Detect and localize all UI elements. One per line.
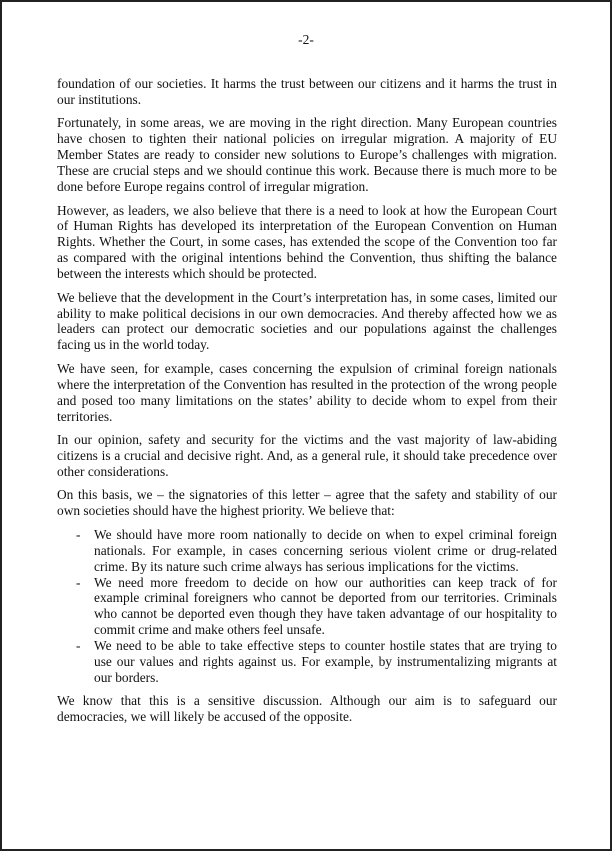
paragraph: We believe that the development in the Court’s interpretation has, in some cases, limited our ability to make political decisions in our own democracies. And thereby affected how we as leaders can protect our democratic societies and our populations against the challenges facing us in the world today. xyxy=(57,289,557,353)
bullet-list xyxy=(57,527,557,686)
list-item xyxy=(57,575,557,639)
closing-paragraph: We know that this is a sensitive discussion. Although our aim is to safeguard our democracies, we will likely be accused of the opposite. xyxy=(57,693,557,725)
letter-body xyxy=(57,76,557,733)
paragraph: foundation of our societies. It harms the trust between our citizens and it harms the trust in our institutions. xyxy=(57,76,557,107)
paragraph: Fortunately, in some areas, we are moving in the right direction. Many European countries have chosen to tighten their national policies on irregular migration. A majority of EU Member States are ready to consider new solutions to Europe’s challenges with migration. These are crucial steps and we should continue this work. Because there is much more to be done before Europe regains control of irregular migration. xyxy=(57,115,557,195)
bullet-text: We should have more room nationally to decide on when to expel criminal foreign nationals. For example, in cases concerning serious violent crime or drug-related crime. By its nature such crime always has serious implications for the victims. xyxy=(94,526,557,574)
list-item xyxy=(57,527,557,575)
paragraph: However, as leaders, we also believe that there is a need to look at how the European Court of Human Rights has developed its interpretation of the European Convention on Human Rights. Whether the Court, in some cases, has extended the scope of the Convention too far as compared with the original intentions behind the Convention, thus shifting the balance between the interests which should be protected. xyxy=(57,202,557,282)
bullet-dash: - xyxy=(76,574,81,590)
bullet-dash: - xyxy=(76,638,81,654)
page-number: -2- xyxy=(298,32,314,47)
bullet-text: We need more freedom to decide on how our authorities can keep track of for example criminal foreigners who cannot be deported from our territories. Criminals who cannot be deported even though they have taken advantage of our hospitality to commit crime and make others feel unsafe. xyxy=(94,574,557,638)
paragraph: In our opinion, safety and security for the victims and the vast majority of law-abiding citizens is a crucial and decisive right. And, as a general rule, it should take precedence over other considerations. xyxy=(57,432,557,479)
bullet-dash: - xyxy=(76,526,81,542)
bullet-text: We need to be able to take effective steps to counter hostile states that are trying to use our values and rights against us. For example, by instrumentalizing migrants at our borders. xyxy=(94,638,557,685)
paragraph: On this basis, we – the signatories of this letter – agree that the safety and stability of our own societies should have the highest priority. We believe that: xyxy=(57,487,557,519)
list-item xyxy=(57,638,557,686)
paragraph: We have seen, for example, cases concerning the expulsion of criminal foreign nationals where the interpretation of the Convention has resulted in the protection of the wrong people and posed too many limitations on the states’ ability to decide whom to expel from their territories. xyxy=(57,360,557,424)
